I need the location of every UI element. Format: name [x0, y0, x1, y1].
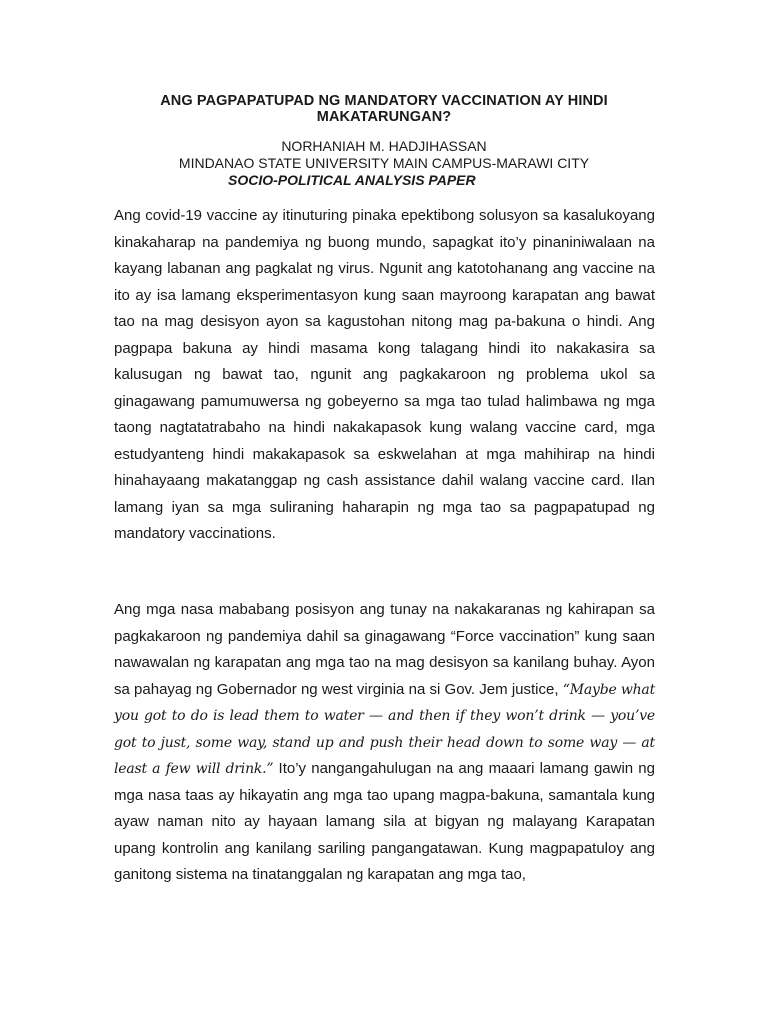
body-paragraph-2: [114, 597, 655, 889]
paragraph-2-intro: Ang mga nasa mababang posisyon ang tunay na nakakaranas ng kahirapan sa pagkakaroon ng pandemiya dahil sa ginagawang “Force vaccination” kung saan nawawalan ng karapatan ang mga tao na mag desisyon sa kanilang buhay. Ayon sa pahayag ng Gobernador ng west virginia na si Gov. Jem justice,: [114, 601, 655, 698]
paper-type-label: SOCIO-POLITICAL ANALYSIS PAPER: [228, 172, 476, 188]
author-name: NORHANIAH M. HADJIHASSAN: [281, 138, 487, 154]
paragraph-2-continuation: Ito’y nangangahulugan na ang maaari lamang gawin ng mga nasa taas ay hikayatin ang mga tao upang magpa-bakuna, samantala kung ayaw naman nito ay hayaan lamang sila at bigyan ng malayang Karapatan upang kontrolin ang kanilang sariling pangangatawan. Kung magpapatuloy ang ganitong sistema na tinatanggalan ng karapatan ang mga tao,: [114, 760, 655, 883]
governor-quote: “Maybe what you got to do is lead them to water — and then if they won’t drink — you’ve got to just, some way, stand up and push their head down to some way — at least a few will drink.”: [114, 681, 656, 777]
body-paragraph-1: Ang covid-19 vaccine ay itinuturing pinaka epektibong solusyon sa kasalukoyang kinakaharap na pandemiya ng buong mundo, sapagkat ito’y pinaniniwalaan na kayang labanan ang pagkalat ng virus. Ngunit ang katotohanang ang vaccine na ito ay isa lamang eksperimentasyon kung saan mayroong karapatan ang bawat tao na mag desisyon ayon sa kagustohan nitong mag pa-bakuna o hindi. Ang pagpapa bakuna ay hindi masama kong talagang hindi ito nakakasira sa kalusugan ng bawat tao, ngunit ang pagkakaroon ng problema ukol sa ginagawang pamumuwersa ng gobeyerno sa mga tao tulad halimbawa ng mga taong nagtatatrabaho na hindi nakakapasok kung walang vaccine card, mga estudyanteng hindi makakapasok sa eskwelahan at mga mahihirap na hindi hinahayaang makatanggap ng cash assistance dahil walang vaccine card. Ilan lamang iyan sa mga suliraning haharapin ng mga tao sa pagpapatupad ng mandatory vaccinations.: [114, 207, 655, 542]
document-title: ANG PAGPAPATUPAD NG MANDATORY VACCINATION AY HINDI MAKATARUNGAN?: [160, 93, 608, 125]
author-affiliation: MINDANAO STATE UNIVERSITY MAIN CAMPUS-MARAWI CITY: [178, 155, 590, 171]
